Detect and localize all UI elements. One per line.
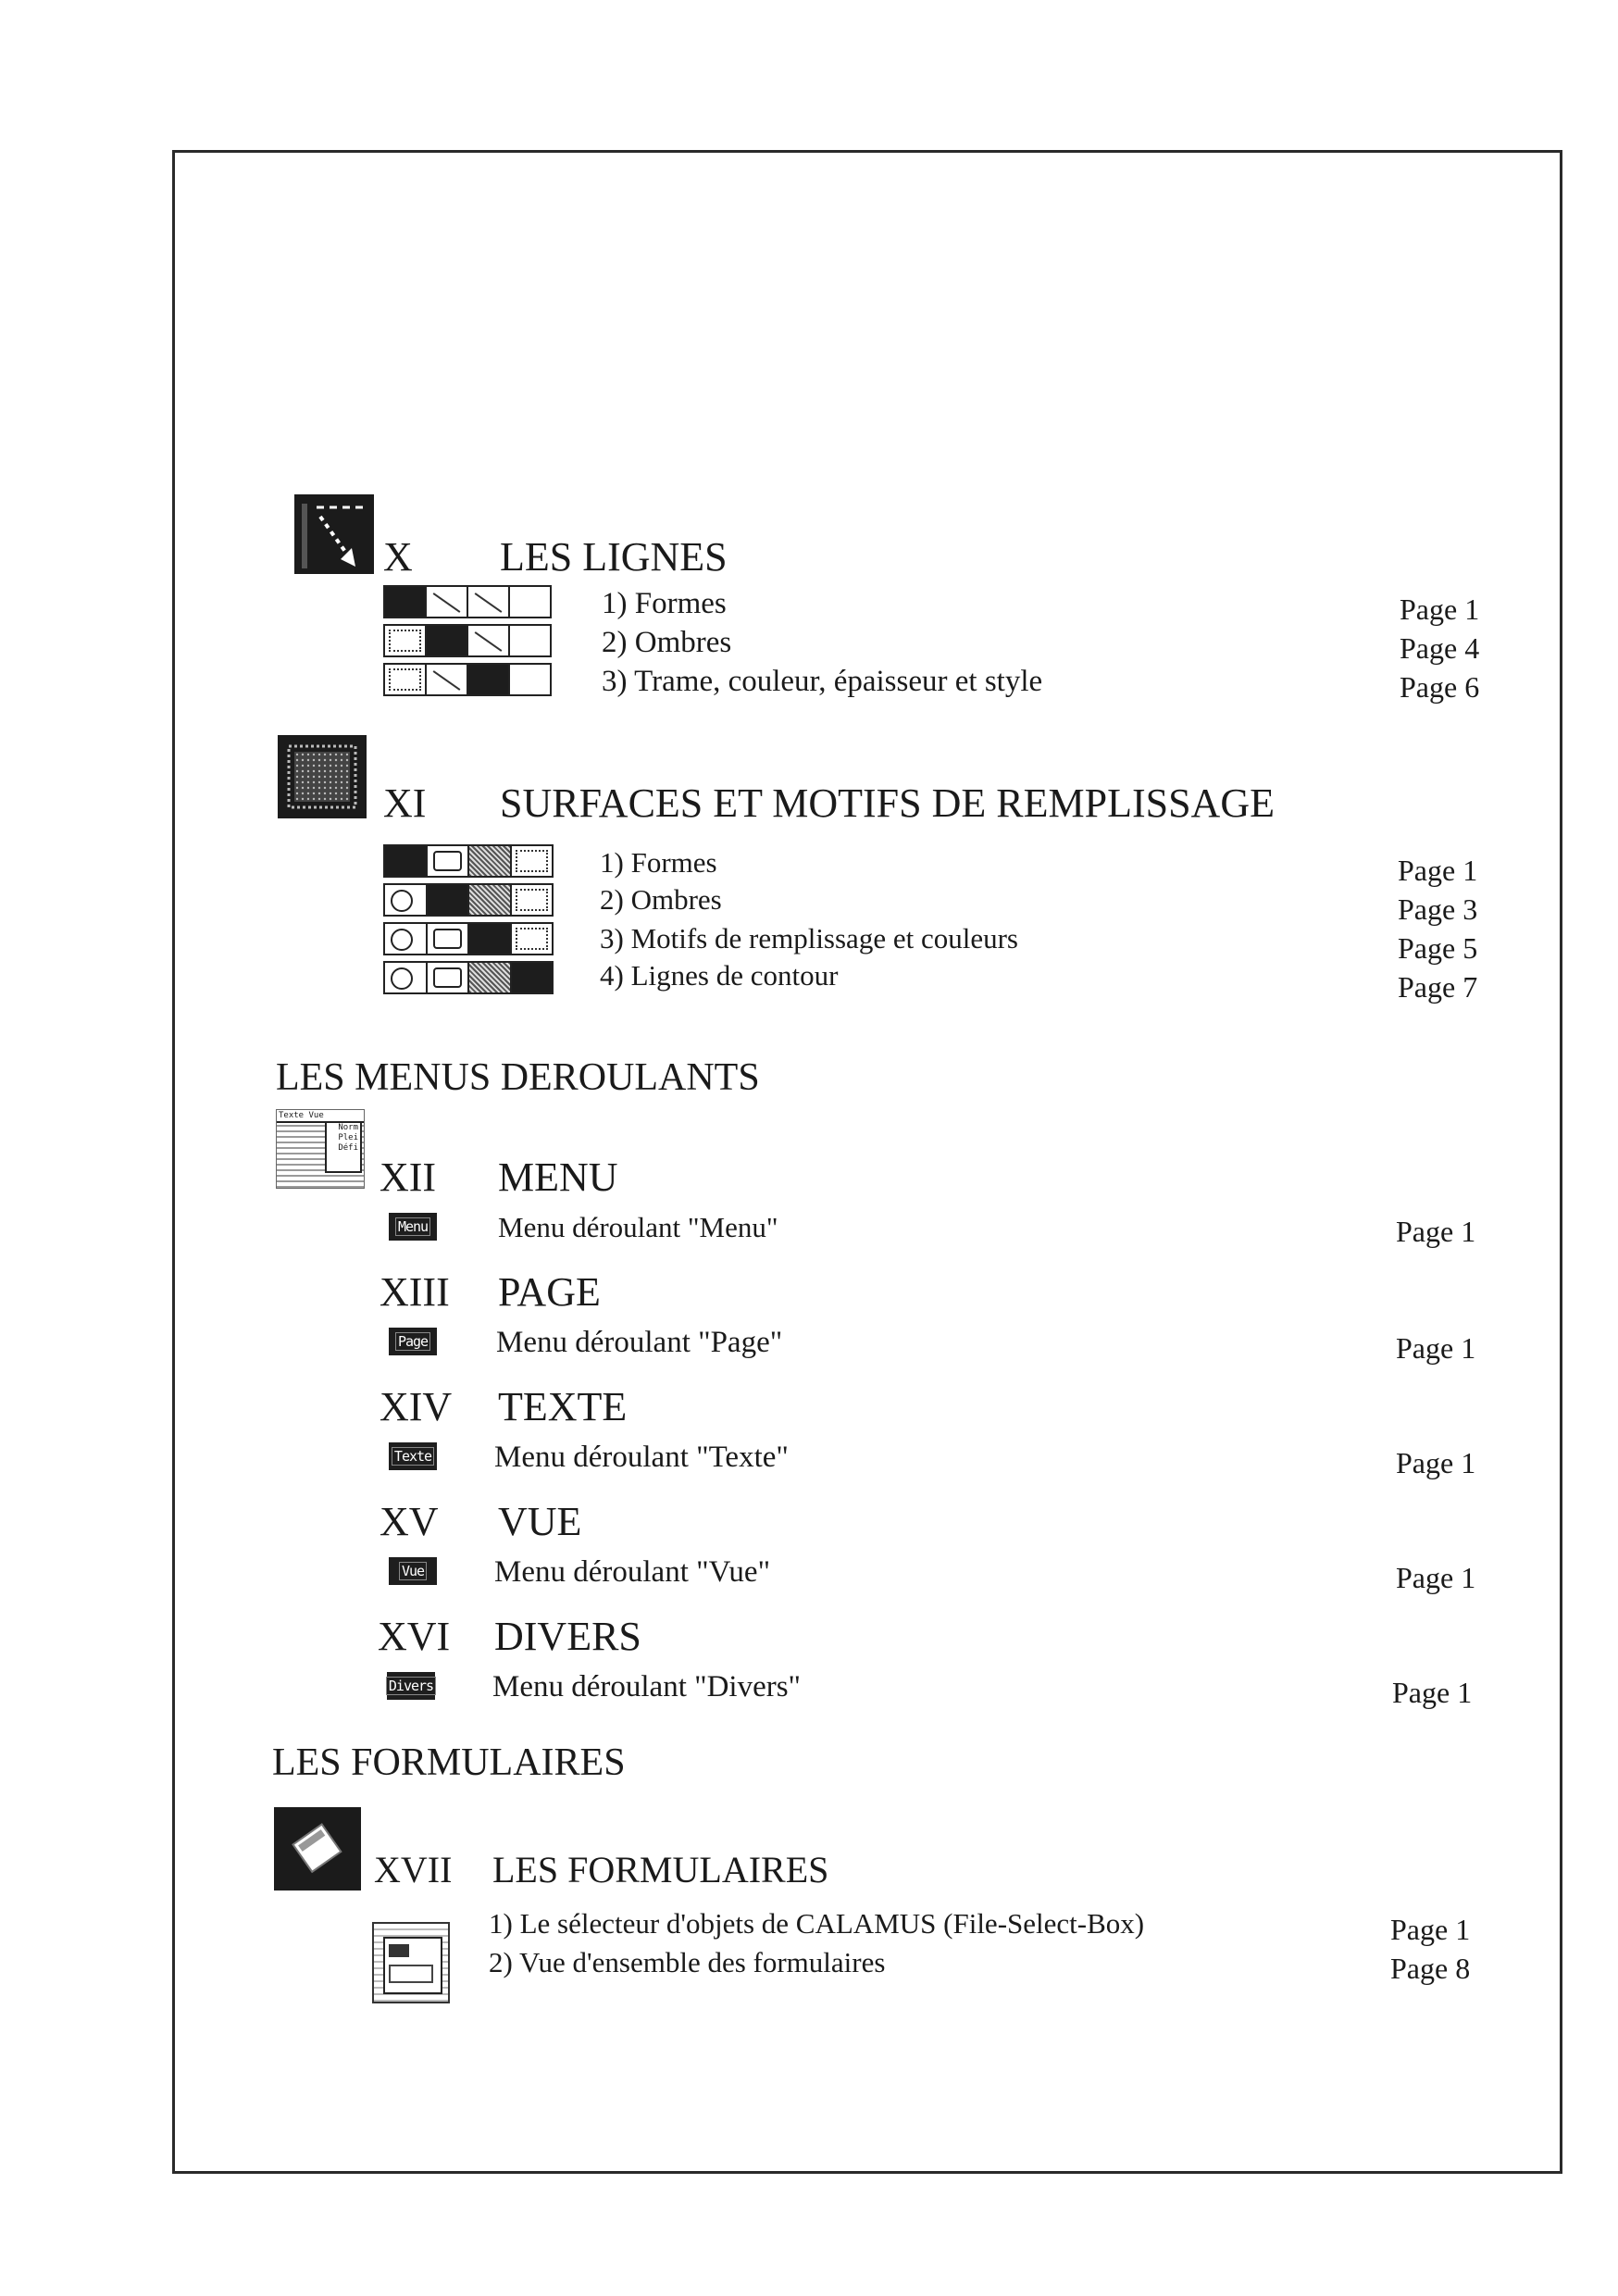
page-ref: Page 1 — [1400, 593, 1480, 626]
category-heading: LES FORMULAIRES — [272, 1741, 626, 1784]
section-roman: XII — [380, 1154, 437, 1200]
section-roman: XI — [383, 780, 427, 826]
menu-tag-label: Page — [395, 1332, 430, 1351]
section-title: TEXTE — [498, 1384, 628, 1429]
section-title: LES LIGNES — [500, 534, 728, 580]
page-ref: Page 1 — [1396, 1561, 1476, 1594]
toc-item: 3) Motifs de remplissage et couleurs — [600, 922, 1018, 955]
surface-forms-strip-icon — [383, 844, 554, 878]
surface-contour-strip-icon — [383, 961, 554, 994]
menu-tag-icon — [387, 1672, 435, 1700]
line-style-strip-icon — [383, 663, 552, 696]
toc-item: 2) Vue d'ensemble des formulaires — [489, 1946, 886, 1978]
section-title: SURFACES ET MOTIFS DE REMPLISSAGE — [500, 780, 1275, 826]
page-ref: Page 5 — [1398, 931, 1478, 965]
section-roman: X — [383, 534, 413, 580]
pulldown-menu-icon — [276, 1109, 365, 1189]
line-tool-icon — [294, 494, 374, 574]
toc-item: Menu déroulant "Menu" — [498, 1211, 778, 1243]
page-ref: Page 1 — [1392, 1676, 1473, 1709]
toc-item: Menu déroulant "Divers" — [492, 1670, 802, 1703]
menu-tag-icon — [389, 1557, 437, 1585]
toc-item: 3) Trame, couleur, épaisseur et style — [602, 665, 1043, 698]
toc-item: 4) Lignes de contour — [600, 959, 839, 992]
page-ref: Page 3 — [1398, 892, 1478, 926]
category-heading: LES MENUS DEROULANTS — [276, 1056, 760, 1099]
surface-tool-icon — [278, 735, 367, 818]
section-title: MENU — [498, 1154, 618, 1200]
form-tool-icon — [274, 1807, 361, 1890]
pulldown-icon-bar-text: Texte Vue — [277, 1110, 364, 1123]
toc-item: Menu déroulant "Vue" — [494, 1555, 771, 1589]
file-select-box-icon — [372, 1922, 450, 2003]
toc-item: 1) Formes — [600, 846, 717, 879]
menu-tag-label: Vue — [399, 1562, 427, 1580]
page-ref: Page 7 — [1398, 970, 1478, 1004]
section-roman: XVI — [378, 1614, 451, 1659]
page-ref: Page 1 — [1396, 1331, 1476, 1365]
page-ref: Page 4 — [1400, 631, 1480, 665]
page-ref: Page 1 — [1396, 1215, 1476, 1248]
section-title: PAGE — [498, 1269, 601, 1315]
menu-tag-icon — [389, 1442, 437, 1470]
page-ref: Page 1 — [1396, 1446, 1476, 1479]
toc-item: Menu déroulant "Texte" — [494, 1441, 789, 1474]
section-roman: XIV — [380, 1384, 453, 1429]
surface-fill-strip-icon — [383, 922, 554, 955]
page-ref: Page 1 — [1398, 854, 1478, 887]
page-ref: Page 8 — [1390, 1952, 1471, 1985]
page-ref: Page 1 — [1390, 1913, 1471, 1946]
line-forms-strip-icon — [383, 585, 552, 618]
section-title: VUE — [498, 1499, 582, 1544]
toc-item: 2) Ombres — [602, 626, 732, 659]
page-ref: Page 6 — [1400, 670, 1480, 704]
menu-tag-label: Divers — [386, 1677, 436, 1695]
toc-item: 1) Le sélecteur d'objets de CALAMUS (File-Select-Box) — [489, 1907, 1145, 1940]
toc-item: 1) Formes — [602, 587, 727, 620]
surface-shadow-strip-icon — [383, 883, 554, 917]
toc-item: Menu déroulant "Page" — [496, 1326, 783, 1359]
section-title: LES FORMULAIRES — [492, 1849, 829, 1890]
menu-tag-label: Menu — [395, 1217, 430, 1236]
section-title: DIVERS — [494, 1614, 641, 1659]
section-roman: XIII — [380, 1269, 450, 1315]
menu-tag-icon — [389, 1328, 437, 1355]
toc-item: 2) Ombres — [600, 883, 722, 916]
pulldown-icon-drop-text: Norm Plei Défi — [325, 1121, 362, 1173]
menu-tag-icon — [389, 1213, 437, 1241]
menu-tag-label: Texte — [392, 1447, 434, 1466]
line-shadow-strip-icon — [383, 624, 552, 657]
section-roman: XV — [380, 1499, 439, 1544]
section-roman: XVII — [374, 1849, 453, 1890]
